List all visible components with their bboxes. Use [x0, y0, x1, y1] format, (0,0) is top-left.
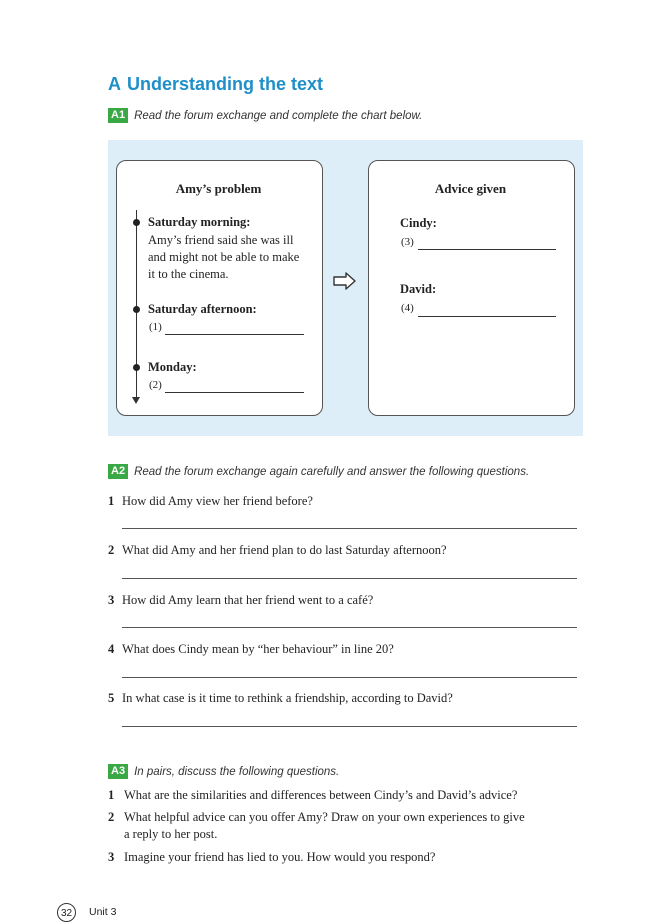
- event-heading: Saturday morning:: [148, 215, 251, 229]
- timeline-arrow-icon: [132, 397, 140, 404]
- a1-task: [108, 108, 422, 123]
- section-title-text: Understanding the text: [127, 74, 324, 94]
- answer-blank-3[interactable]: [418, 249, 556, 250]
- question-number: 4: [108, 642, 115, 656]
- answer-blank-2[interactable]: [165, 392, 304, 393]
- a3-tag: A3: [108, 764, 128, 779]
- blank-label: (3): [401, 236, 414, 248]
- answer-line-2[interactable]: [122, 578, 577, 579]
- a1-tag: A1: [108, 108, 128, 123]
- question-text: How did Amy learn that her friend went to a café?: [122, 593, 374, 607]
- question-text-line1: What helpful advice can you offer Amy? Draw on your own experiences to give: [124, 810, 525, 824]
- question-number: 3: [108, 850, 115, 864]
- question-number: 1: [108, 494, 115, 508]
- answer-line-4[interactable]: [122, 677, 577, 678]
- hollow-right-arrow-icon: [333, 272, 357, 290]
- a3-task: [108, 764, 339, 779]
- a2-task: [108, 464, 529, 479]
- advice-name: Cindy:: [400, 216, 437, 230]
- amys-problem-box: [116, 160, 323, 416]
- question-text-line2: a reply to her post.: [124, 827, 218, 841]
- blank-label: (1): [149, 321, 162, 333]
- answer-line-5[interactable]: [122, 726, 577, 727]
- a2-instruction: Read the forum exchange again carefully and answer the following questions.: [134, 465, 530, 478]
- event-heading: Monday:: [148, 360, 197, 374]
- question-text: Imagine your friend has lied to you. How would you respond?: [124, 850, 436, 864]
- event-heading: Saturday afternoon:: [148, 302, 257, 316]
- blank-label: (2): [149, 379, 162, 391]
- timeline-dot: [133, 364, 140, 371]
- answer-blank-1[interactable]: [165, 334, 304, 335]
- question-number: 1: [108, 788, 115, 802]
- answer-line-3[interactable]: [122, 627, 577, 628]
- timeline-dot: [133, 306, 140, 313]
- question-text: What are the similarities and differences between Cindy’s and David’s advice?: [124, 788, 518, 802]
- question-text: What did Amy and her friend plan to do last Saturday afternoon?: [122, 543, 447, 557]
- question-text: How did Amy view her friend before?: [122, 494, 313, 508]
- timeline-dot: [133, 219, 140, 226]
- unit-label: Unit 3: [89, 906, 117, 918]
- question-number: 2: [108, 810, 115, 824]
- question-text: What does Cindy mean by “her behaviour” in line 20?: [122, 642, 394, 656]
- a3-instruction: In pairs, discuss the following questions.: [134, 765, 340, 778]
- question-number: 5: [108, 691, 115, 705]
- page-number: 32: [57, 903, 76, 922]
- question-number: 2: [108, 543, 115, 557]
- event-text: Amy’s friend said she was ill and might not be able to make it to the cinema.: [148, 233, 300, 281]
- question-text: In what case is it time to rethink a friendship, according to David?: [122, 691, 453, 705]
- section-title: [108, 74, 323, 95]
- amys-problem-title: Amy’s problem: [175, 181, 262, 196]
- a1-instruction: Read the forum exchange and complete the chart below.: [134, 109, 423, 122]
- section-letter: A: [108, 74, 121, 94]
- timeline-line: [136, 210, 137, 400]
- advice-name: David:: [400, 282, 437, 296]
- question-number: 3: [108, 593, 115, 607]
- a2-tag: A2: [108, 464, 128, 479]
- advice-given-title: Advice given: [434, 181, 507, 196]
- answer-blank-4[interactable]: [418, 316, 556, 317]
- answer-line-1[interactable]: [122, 528, 577, 529]
- blank-label: (4): [401, 302, 414, 314]
